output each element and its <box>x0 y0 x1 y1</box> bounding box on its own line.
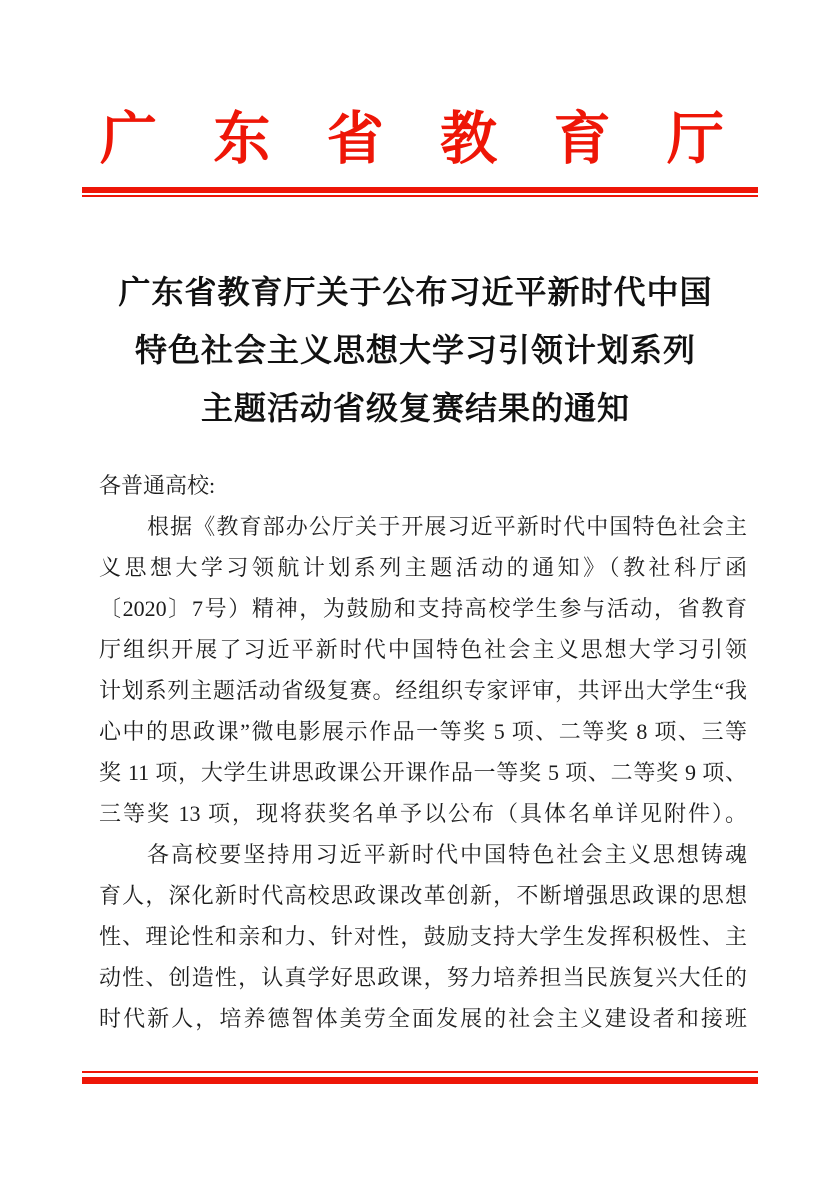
body-line: 厅组织开展了习近平新时代中国特色社会主义思想大学习引领 <box>99 637 747 662</box>
header-rule-thin <box>82 195 758 197</box>
salutation: 各普通高校: <box>99 473 216 498</box>
title-line-3: 主题活动省级复赛结果的通知 <box>200 390 630 426</box>
agency-char: 育 <box>553 108 611 171</box>
body-line: 三等奖 13 项，现将获奖名单予以公布（具体名单详见附件）。 <box>99 801 747 826</box>
footer-rule-thick <box>82 1077 758 1084</box>
agency-char: 广 <box>100 108 157 171</box>
header-rule-thick <box>82 187 758 193</box>
footer-rule-thin <box>82 1071 758 1073</box>
body-line: 根据《教育部办公厅关于开展习近平新时代中国特色社会主 <box>147 514 747 539</box>
body-line: 育人，深化新时代高校思政课改革创新，不断增强思政课的思想 <box>99 883 747 908</box>
title-line-1: 广东省教育厅关于公布习近平新时代中国 <box>118 274 713 310</box>
agency-char: 厅 <box>666 108 724 171</box>
document-body <box>99 465 747 1039</box>
footer-double-rule <box>82 1071 758 1084</box>
letterhead-agency-name <box>100 104 724 176</box>
body-line: 奖 11 项，大学生讲思政课公开课作品一等奖 5 项、二等奖 9 项、 <box>99 760 747 785</box>
header-double-rule <box>82 187 758 197</box>
body-line: 心中的思政课”微电影展示作品一等奖 5 项、二等奖 8 项、三等 <box>99 719 747 744</box>
body-line: 计划系列主题活动省级复赛。经组织专家评审，共评出大学生“我 <box>99 678 747 703</box>
body-line: 义思想大学习领航计划系列主题活动的通知》（教社科厅函 <box>99 555 747 580</box>
body-line: 各高校要坚持用习近平新时代中国特色社会主义思想铸魂 <box>147 842 747 867</box>
document-title <box>0 263 831 437</box>
body-line: 性、理论性和亲和力、针对性，鼓励支持大学生发挥积极性、主 <box>99 924 747 949</box>
body-line: 〔2020〕7号）精神，为鼓励和支持高校学生参与活动，省教育 <box>99 596 747 621</box>
agency-char: 教 <box>440 108 498 171</box>
agency-char: 省 <box>326 108 384 171</box>
body-line: 动性、创造性，认真学好思政课，努力培养担当民族复兴大任的 <box>99 965 747 990</box>
agency-char: 东 <box>213 108 271 171</box>
body-line: 时代新人，培养德智体美劳全面发展的社会主义建设者和接班 <box>99 1006 747 1031</box>
title-line-2: 特色社会主义思想大学习引领计划系列 <box>134 332 696 368</box>
